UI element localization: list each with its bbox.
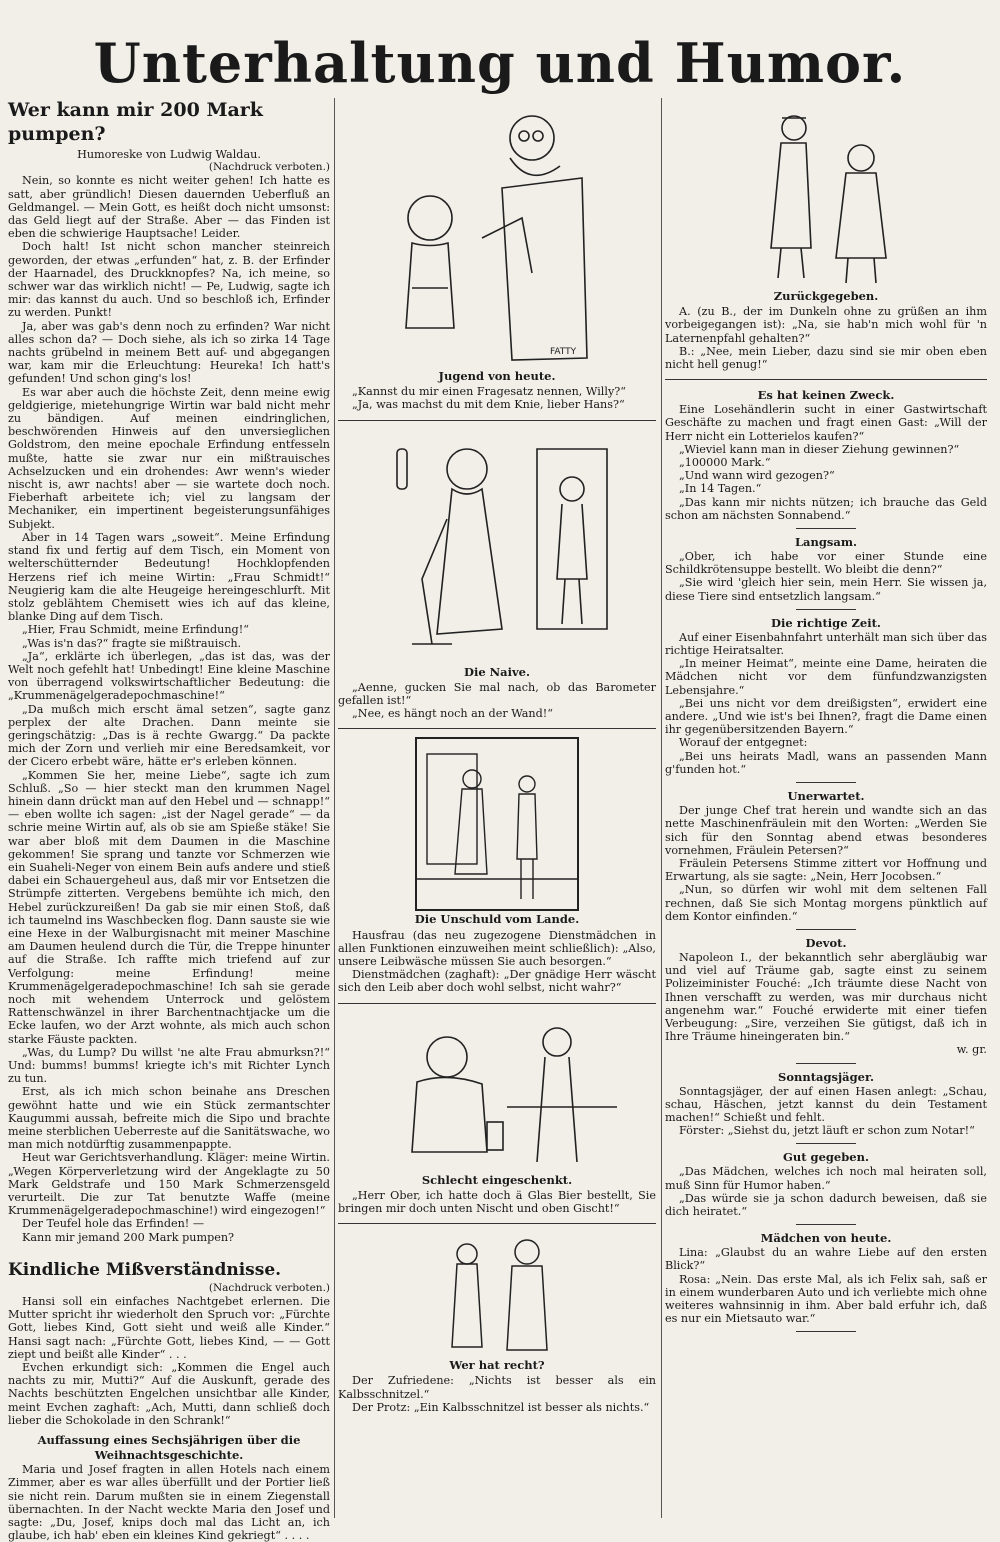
reprint-note: (Nachdruck verboten.) <box>208 161 330 174</box>
cartoon-line: Der Protz: „Ein Kalbsschnitzel ist besser als nichts.“ <box>352 1400 650 1414</box>
joke-title: Unerwartet. <box>787 789 865 804</box>
paragraph: Maria und Josef fragten in allen Hotels nach einem Zimmer, aber es war alles überfüllt und der Portier ließ sie nicht rein. Darum mußten sie in einem Ziegenstall übernachten. In der Nacht weckte Maria den Josef und sagte: „Du, Josef, knips doch mal das Licht an, ich glaube, ich hab' eben ein kleines Kind gekriegt“ . . . . <box>8 1463 330 1542</box>
cartoon-beer-complaint <box>367 1012 627 1172</box>
story-byline: Humoreske von Ludwig Waldau. <box>77 148 261 161</box>
joke-title: Sonntagsjäger. <box>778 1069 874 1084</box>
paragraph: Rosa: „Nein. Das erste Mal, als ich Felix sah, saß er in einem wunderbaren Auto und ich verliebte mich ohne weiteres wahnsinnig in ihm. Aber bald erfuhr ich, daß es nur ein Mietsauto war.“ <box>665 1272 987 1326</box>
paragraph: Der junge Chef trat herein und wandte sich an das nette Maschinenfräulein mit den Worten: „Werden Sie sich für den Sonntag abend etwas besonderes vornehmen, Fräulein Petersen?“ <box>665 804 987 857</box>
paragraph: Doch halt! Ist nicht schon mancher steinreich geworden, der etwas „erfunden“ hat, z. B. der Erfinder der Haarnadel, des Druckknopfes? Na, ich meine, so schwer war das wirklich nicht! — Pe, Ludwig, sagte ich mir: das kannst du auch. Und so beschloß ich, Erfinder zu werden. Punkt! <box>8 240 330 320</box>
column-right <box>665 98 987 1338</box>
paragraph: „Was is'n das?“ fragte sie mißtrauisch. <box>22 636 242 650</box>
paragraph: Napoleon I., der bekanntlich sehr abergläubig war und viel auf Träume gab, sagte einst zu seinem Polizeiminister Fouché: „Ich träumte diese Nacht von Ihnen verschafft zu werden, was mir durchaus nicht angenehm war.“ Fouché erwiderte mit einer tiefen Verbeugung: „Sire, verzeihen Sie gütigst, daß ich in Ihre Träume hineingeraten bin.“ <box>665 950 987 1044</box>
paragraph: Fräulein Petersens Stimme zittert vor Hoffnung und Erwartung, als sie sagte: „Nein, Herr Jocobsen.“ <box>665 856 987 884</box>
cartoon-line: „Kannst du mir einen Fragesatz nennen, Willy?“ <box>352 385 626 399</box>
paragraph: Heut war Gerichtsverhandlung. Kläger: meine Wirtin. „Wegen Körperverletzung wird der Angeklagte zu 50 Mark Geldstrafe und 150 Mark Schmerzensgeld verurteilt. Die zur Tat benutzte Waffe (meine Krummenägelgeradepochmaschine!) wird eingezogen!“ <box>8 1151 330 1218</box>
cartoon-line: Der Zufriedene: „Nichts ist besser als ein Kalbsschnitzel.“ <box>338 1374 656 1401</box>
paragraph: Aber in 14 Tagen wars „soweit“. Meine Erfindung stand fix und fertig auf dem Tisch, ein Moment von welterschütternder Bedeutung! Hochklopfenden Herzens rief ich meine Wirtin: „Frau Schmidt!“ Neugierig kam die alte Heugeige hereingeschlurft. Mit stolz geblähtem Chemisett wies ich auf das kleine, blanke Ding auf dem Tisch. <box>8 530 330 624</box>
column-middle <box>338 98 656 1414</box>
cartoon-title: Wer hat recht? <box>449 1358 545 1373</box>
joke-title: Langsam. <box>794 535 858 550</box>
cartoon-line: B.: „Nee, mein Lieber, dazu sind sie mir oben eben nicht hell genug!“ <box>665 344 987 372</box>
cartoon-maid-with-broom <box>367 429 627 664</box>
paragraph: „Bei uns heirats Madl, wans an passenden Mann g'funden hot.“ <box>665 749 987 776</box>
cartoon-line: A. (zu B., der im Dunkeln ohne zu grüßen an ihm vorbeigegangen ist): „Na, sie hab'n mich wohl für 'n Laternenpfahl gehalten?“ <box>665 305 987 345</box>
paragraph: „Sie wird 'gleich hier sein, mein Herr. Sie wissen ja, diese Tiere sind entsetzlich langsam.“ <box>665 576 987 603</box>
cartoon-title: Zurückgegeben. <box>773 289 879 303</box>
paragraph: „Das würde sie ja schon dadurch beweisen, daß sie dich heiratet.“ <box>665 1191 987 1218</box>
cartoon-line: Dienstmädchen (zaghaft): „Der gnädige Herr wäscht sich den Leib aber doch wohl selbst, nicht wahr?“ <box>338 968 656 995</box>
paragraph: „Das Mädchen, welches ich noch mal heiraten soll, muß Sinn für Humor haben.“ <box>665 1165 987 1192</box>
paragraph: „Hier, Frau Schmidt, meine Erfindung!“ <box>22 623 249 637</box>
cartoon-line: „Ja, was machst du mit dem Knie, lieber Hans?“ <box>352 398 625 412</box>
paragraph: „In meiner Heimat“, meinte eine Dame, heiraten die Mädchen nicht vor dem fünfundzwanzigsten Lebensjahre.“ <box>665 657 987 697</box>
paragraph: „Da mußch mich erscht ämal setzen“, sagte ganz perplex der alte Drachen. Dann meinte sie geringschätzig: „Das is ä rechte Gwargg.“ Da packte mich der Zorn und verlieh mir eine Beredsamkeit, vor der Cicero erbebt wäre, hätte er's erleben können. <box>8 702 330 769</box>
paragraph: Es war aber auch die höchste Zeit, denn meine ewig geldgierige, mietehungrige Wirtin war bald nicht mehr zu bändigen. Auf meinen eindringlichen, beschwörenden Hinweis auf den unversieglichen Goldstrom, den meine epochale Erfindung entfesseln mußte, hatte sie zwar nur ein mißtrauisches Achselzucken und ein drohendes: Awr wenn's wieder nischt is, awr nachts! aber — sie wartete doch noch. Fieberhaft arbeitete ich; viel zu langsam der Mechaniker, ein impertinent begeisterungsunfähiges Subjekt. <box>8 385 330 531</box>
joke-title: Es hat keinen Zweck. <box>757 388 895 403</box>
joke-title: Devot. <box>805 935 847 950</box>
joke-title: Die richtige Zeit. <box>771 615 881 630</box>
paragraph: Auf einer Eisenbahnfahrt unterhält man sich über das richtige Heiratsalter. <box>665 630 987 658</box>
paragraph: Nein, so konnte es nicht weiter gehen! Ich hatte es satt, aber gründlich! Diesen dauernden Ueberfluß an Geldmangel. — Mein Gott, es heißt doch nicht umsonst: das Geld liegt auf der Straße. Aber — das Finden ist eben die schwierige Hauptsache! Leider. <box>8 174 330 241</box>
author-initials: w. gr. <box>956 1043 987 1057</box>
paragraph: Der Teufel hole das Erfinden! — <box>22 1217 205 1231</box>
column-rule <box>661 98 662 1518</box>
cartoon-line: „Aenne, gucken Sie mal nach, ob das Barometer gefallen ist!“ <box>338 680 656 708</box>
paragraph: „Ober, ich habe vor einer Stunde eine Schildkrötensuppe bestellt. Wo bleibt die denn?“ <box>665 550 987 577</box>
cartoon-line: „Herr Ober, ich hatte doch ä Glas Bier bestellt, Sie bringen mir doch unten Nischt und oben Gischt!“ <box>338 1188 656 1216</box>
paragraph: Eine Losehändlerin sucht in einer Gastwirtschaft Geschäfte zu machen und fragt einen Gast: „Will der Herr nicht ein Lotterielos kaufen?“ <box>665 403 987 443</box>
story-title: Wer kann mir 200 Mark pumpen? <box>8 99 263 145</box>
paragraph: Förster: „Siehst du, jetzt läuft er schon zum Notar!“ <box>679 1124 975 1138</box>
paragraph: Evchen erkundigt sich: „Kommen die Engel auch nachts zu mir, Mutti?“ Auf die Auskunft, gerade des Nachts beschützten Engelchen unsichtbar alle Kinder, meint Evchen zaghaft: „Ach, Mutti, dann schließ doch lieber die Schokolade in den Schrank!“ <box>8 1361 330 1427</box>
paragraph: Sonntagsjäger, der auf einen Hasen anlegt: „Schau, schau, Häschen, jetzt kannst du dein Testament machen!“ Schießt und fehlt. <box>665 1084 987 1124</box>
paragraph: „Ja“, erklärte ich überlegen, „das ist das, was der Welt noch gefehlt hat! Unbedingt! Eine kleine Maschine von überragend volkswirtschaftlicher Bedeutung: die „Krummenägelgeradepochmaschine!“ <box>8 649 330 703</box>
cartoon-title: Schlecht eingeschenkt. <box>421 1172 573 1187</box>
paragraph: Hansi soll ein einfaches Nachtgebet erlernen. Die Mutter spricht ihr wiederholt den Spruch vor: „Fürchte Gott, liebes Kind, Gott sieht und weiß alle Kinder.“ Hansi sagt nach: „Fürchte Gott, liebes Kind, — — Gott ziept und beißt alle Kinder“ . . . <box>8 1295 330 1361</box>
page-title: Unterhaltung und Humor. <box>93 31 907 95</box>
cartoon-line: „Nee, es hängt noch an der Wand!“ <box>352 707 554 721</box>
column-rule <box>334 98 335 1518</box>
paragraph: Lina: „Glaubst du an wahre Liebe auf den ersten Blick?“ <box>665 1246 987 1273</box>
section-title: Auffassung eines Sechsjährigen über die Weihnachtsgeschichte. <box>37 1433 301 1463</box>
joke-title: Mädchen von heute. <box>760 1231 892 1246</box>
cartoon-title: Die Unschuld vom Lande. <box>414 912 580 927</box>
cartoon-line: Hausfrau (das neu zugezogene Dienstmädchen in allen Funktionen einzuweihen meint schließlich): „Also, unsere Leibwäsche müssen Sie auch besorgen.“ <box>338 928 656 969</box>
paragraph: „In 14 Tagen.“ <box>679 482 762 496</box>
cartoon-two-men-schnitzel <box>422 1232 572 1357</box>
reprint-note: (Nachdruck verboten.) <box>208 1281 330 1294</box>
paragraph: „Was, du Lump? Du willst 'ne alte Frau abmurksn?!“ Und: bumms! bumms! kriegte ich's mit Richter Lynch zu tun. <box>8 1045 330 1086</box>
paragraph: „Wieviel kann man in dieser Ziehung gewinnen?“ <box>679 442 960 456</box>
paragraph: „Nun, so dürfen wir wohl mit dem seltenen Fall rechnen, daß Sie sich Montag morgens pünktlich auf dem Kontor einfinden.“ <box>665 883 987 923</box>
cartoon-signature: FATTY <box>550 347 577 357</box>
joke-title: Gut gegeben. <box>783 1150 869 1165</box>
paragraph: „Bei uns nicht vor dem dreißigsten“, erwidert eine andere. „Und wie ist's bei Ihnen?, fragt die Dame einen ihr gegenübersitzenden Bayern.“ <box>665 696 987 737</box>
cartoon-two-men-street <box>736 98 916 288</box>
paragraph: Ja, aber was gab's denn noch zu erfinden? War nicht alles schon da? — Doch siehe, als ich so zirka 14 Tage nachts grübelnd in meinem Bett auf- und abgegangen war, kam mir die Erleuchtung: Heureka! Ich hatt's gefunden! Und schon ging's los! <box>8 319 330 386</box>
cartoon-boy-and-gentleman <box>382 98 612 368</box>
cartoon-title: Die Naive. <box>464 664 530 679</box>
cartoon-housewife-and-maid <box>415 737 579 911</box>
story-title: Kindliche Mißverständnisse. <box>8 1259 282 1280</box>
paragraph: „100000 Mark.“ <box>679 456 771 470</box>
paragraph: Worauf der entgegnet: <box>679 736 808 750</box>
cartoon-title: Jugend von heute. <box>438 369 556 383</box>
paragraph: „Das kann mir nichts nützen; ich brauche das Geld schon am nächsten Sonnabend.“ <box>665 495 987 522</box>
paragraph: Kann mir jemand 200 Mark pumpen? <box>22 1230 235 1244</box>
paragraph: Erst, als ich mich schon beinahe ans Dreschen gewöhnt hatte und wie ein Stück zermantschter Kaugummi aussah, befreite mich die Sipo und brachte meine sterblichen Ueberreste auf die Sanitätswache, wo man mich notdürftig zusammenpappte. <box>8 1085 330 1152</box>
column-left <box>8 98 330 1542</box>
paragraph: „Kommen Sie her, meine Liebe“, sagte ich zum Schluß. „So — hier steckt man den krummen Nagel hinein dann drückt man auf den Hebel und — schnapp!“ — eben wollte ich sagen: „ist der Nagel gerade“ — da schrie meine Wirtin auf, als ob sie am Spieße stäke! Sie war aber bloß mit dem Daumen in die Maschine gekommen! Sie sprang und tanzte vor Schmerzen wie ein Suaheli-Neger von einem Bein aufs andere und stieß dabei ein Schauergeheul aus, daß mir vor Entsetzen die Strümpfe zitterten. Vergebens bemühte ich mich, den Hebel zurückzureißen! Da gab sie mir einen Stoß, daß ich taumelnd ins Waschbecken flog. Dann sauste sie wie eine Hexe in der Walburgisnacht mit meiner Maschine am Daumen heulend durch die Tür, die Treppe hinunter auf die Straße. Ich raffte mich triefend auf zur Verfolgung: meine Erfindung! meine Krummenägelgeradepochmaschine! Ich sah sie gerade noch mit wehendem Unterrock und gelöstem Rattenschwänzel in ihrer Barchentnachtjacke um die Ecke laufen, wo der Arzt wohnte, als mich auch schon starke Fäuste packten. <box>8 768 330 1046</box>
paragraph: „Und wann wird gezogen?“ <box>679 469 835 483</box>
